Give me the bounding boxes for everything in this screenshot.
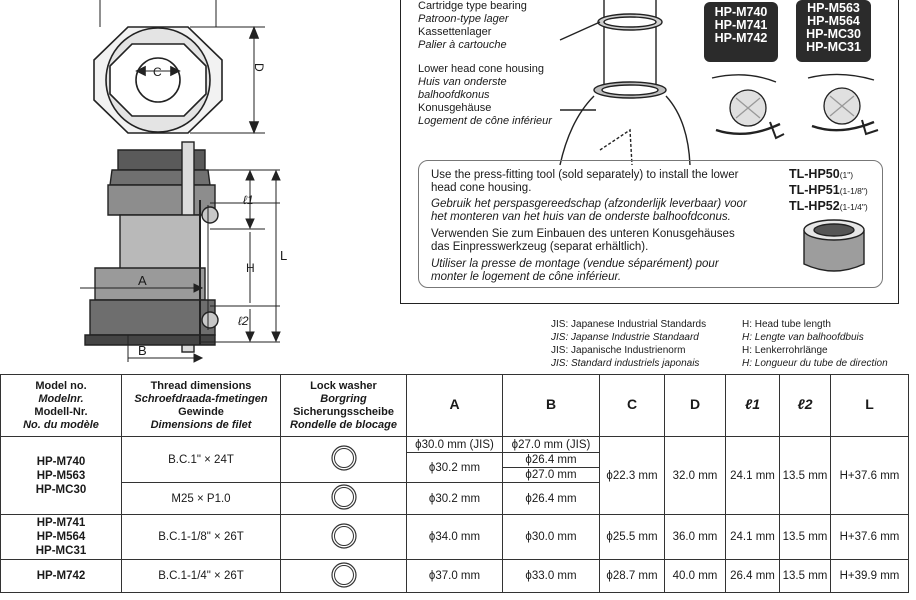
- lock-washer-icon: [330, 522, 358, 550]
- press-fit-line-1: Use the press-fitting tool (sold separately) to install the lower: [431, 169, 739, 181]
- header-line: Modelnr.: [38, 392, 84, 405]
- dim-l-label: L: [280, 248, 288, 263]
- model-name: HP-M563: [36, 469, 86, 482]
- model-name: HP-M740: [36, 455, 86, 468]
- cell-d-g1: 32.0 mm: [665, 437, 726, 515]
- press-tool-ring-icon: [800, 218, 870, 280]
- table-row: [1, 437, 909, 453]
- cell-washer-g3: [281, 560, 407, 593]
- housing-label-en: Lower head cone housing: [418, 63, 544, 75]
- pill-model: HP-M563: [807, 1, 860, 15]
- jis-legend-de: JIS: Japanische Industrienorm: [551, 345, 686, 356]
- model-name: HP-M564: [36, 531, 86, 543]
- cell-a-jis: ϕ30.0 mm (JIS): [407, 437, 503, 453]
- header-line: Thread dimensions: [150, 379, 252, 392]
- tool-size: (1"): [839, 170, 854, 180]
- cell-washer-g2: [281, 515, 407, 560]
- cell-l2-g3: 13.5 mm: [780, 560, 831, 593]
- header-l2: [780, 375, 831, 437]
- cell-l-g3: H+39.9 mm: [831, 560, 909, 593]
- dim-b-label: B: [138, 343, 147, 358]
- header-label: C: [626, 396, 638, 412]
- cell-d-g3: 40.0 mm: [665, 560, 726, 593]
- cell-l1-g2: 24.1 mm: [726, 515, 780, 560]
- dim-l1-label: ℓ1: [243, 193, 254, 207]
- cell-l-g1: H+37.6 mm: [831, 437, 909, 515]
- housing-label-nl-2: balhoofdkonus: [418, 89, 490, 101]
- h-legend-de: H: Lenkerrohrlänge: [742, 345, 828, 356]
- bearing-section-1: [706, 70, 786, 150]
- cell-c-g2: ϕ25.5 mm: [600, 515, 665, 560]
- header-label: D: [689, 396, 701, 412]
- pill-model: HP-M740: [714, 5, 768, 19]
- dim-d-label: D: [252, 63, 266, 72]
- header-washer: [281, 375, 407, 437]
- press-fit-line-5: Verwenden Sie zum Einbauen des unteren Konusgehäuses: [431, 228, 735, 240]
- header-d: [665, 375, 726, 437]
- press-fit-line-6: das Einpresswerkzeug (separat erhältlich).: [431, 241, 649, 253]
- housing-label-nl-1: Huis van onderste: [418, 76, 507, 88]
- cell-d-g2: 36.0 mm: [665, 515, 726, 560]
- h-legend-en: H: Head tube length: [742, 319, 831, 330]
- cell-c-g3: ϕ28.7 mm: [600, 560, 665, 593]
- pill-model: HP-M742: [714, 31, 768, 45]
- lock-washer-icon: [330, 483, 358, 511]
- cell-a-g3: ϕ37.0 mm: [407, 560, 503, 593]
- cell-a-g2: ϕ34.0 mm: [407, 515, 503, 560]
- cell-thread-g1a: B.C.1" × 24T: [122, 437, 281, 483]
- cell-b-g1a2: ϕ27.0 mm: [503, 468, 600, 483]
- header-line: Rondelle de blocage: [290, 418, 397, 431]
- tool-size: (1-1/4"): [839, 202, 868, 212]
- lower-housing-labels: [418, 63, 552, 128]
- header-label: ℓ2: [797, 396, 813, 412]
- header-l: [831, 375, 909, 437]
- table-row: [1, 560, 909, 593]
- table-row: [1, 515, 909, 560]
- dim-c-label: C: [153, 65, 162, 79]
- cell-b-g2: ϕ30.0 mm: [503, 515, 600, 560]
- header-line: Model no.: [35, 379, 87, 392]
- header-c: [600, 375, 665, 437]
- model-group-1-pill: [704, 2, 778, 62]
- tool-name: TL-HP52: [789, 199, 840, 213]
- cell-models-g2: [1, 515, 122, 560]
- header-line: Borgring: [320, 392, 367, 405]
- cell-thread-g1b: M25 × P1.0: [122, 483, 281, 515]
- cell-l-g2: H+37.6 mm: [831, 515, 909, 560]
- header-line: Schroefdraada-fmetingen: [134, 392, 268, 405]
- cartridge-label-en: Cartridge type bearing: [418, 0, 527, 12]
- press-fit-line-3: Gebruik het perspasgereedschap (afzonderlijk leverbaar) voor: [431, 198, 747, 210]
- header-line: Gewinde: [178, 405, 224, 418]
- pill-model: HP-M741: [714, 18, 768, 32]
- headset-diagram: [0, 0, 300, 370]
- housing-label-de: Konusgehäuse: [418, 102, 492, 114]
- cell-a-g1a: ϕ30.2 mm: [407, 453, 503, 483]
- cell-models-g1: [1, 437, 122, 515]
- tool-hp50: [789, 167, 853, 182]
- tool-name: TL-HP50: [789, 167, 840, 181]
- bearing-section-2: [804, 70, 884, 150]
- dim-a-label: A: [138, 273, 147, 288]
- pill-model: HP-M564: [807, 14, 860, 28]
- header-model: [1, 375, 122, 437]
- cell-l2-g2: 13.5 mm: [780, 515, 831, 560]
- cell-l1-g1: 24.1 mm: [726, 437, 780, 515]
- header-line: Modell-Nr.: [34, 405, 88, 418]
- model-name: HP-MC30: [35, 483, 87, 496]
- nut-top-view: [94, 0, 265, 133]
- dim-l2-label: ℓ2: [238, 314, 249, 328]
- tool-size: (1-1/8"): [839, 186, 868, 196]
- header-line: Lock washer: [310, 379, 377, 392]
- pill-model: HP-MC30: [806, 27, 861, 41]
- spec-table: [0, 374, 909, 593]
- cell-thread-g3: B.C.1-1/4" × 26T: [122, 560, 281, 593]
- jis-legend-fr: JIS: Standard industriels japonais: [551, 358, 700, 369]
- model-name: HP-M741: [36, 517, 86, 529]
- header-label: L: [865, 396, 874, 412]
- tool-hp52: [789, 199, 868, 214]
- jis-legend-en: JIS: Japanese Industrial Standards: [551, 319, 707, 330]
- header-label: B: [545, 396, 557, 412]
- header-line: Dimensions de filet: [150, 418, 252, 431]
- cell-washer-g1a: [281, 437, 407, 483]
- press-fit-line-4: het monteren van het huis van de onderste balhoofdconus.: [431, 211, 731, 223]
- header-thread: [122, 375, 281, 437]
- jis-legend-nl: JIS: Japanse Industrie Standaard: [551, 332, 699, 343]
- lock-washer-icon: [330, 561, 358, 589]
- header-label: A: [449, 396, 460, 412]
- cell-washer-g1b: [281, 483, 407, 515]
- pill-model: HP-MC31: [806, 40, 861, 54]
- h-legend-fr: H: Longueur du tube de direction: [742, 358, 888, 369]
- header-a: [407, 375, 503, 437]
- table-header-row: [1, 375, 909, 437]
- cell-l2-g1: 13.5 mm: [780, 437, 831, 515]
- cell-models-g3: [1, 560, 122, 593]
- cell-b-g1a1: ϕ26.4 mm: [503, 453, 600, 468]
- model-name: HP-M742: [36, 570, 86, 582]
- header-b: [503, 375, 600, 437]
- tool-hp51: [789, 183, 868, 198]
- cartridge-label-de: Kassettenlager: [418, 26, 492, 38]
- cell-thread-g2: B.C.1-1/8" × 26T: [122, 515, 281, 560]
- h-legend: [742, 318, 888, 370]
- press-fit-line-7: Utiliser la presse de montage (vendue séparément) pour: [431, 258, 719, 270]
- housing-label-fr: Logement de cône inférieur: [418, 115, 552, 127]
- tool-name: TL-HP51: [789, 183, 840, 197]
- cartridge-label-fr: Palier à cartouche: [418, 39, 507, 51]
- cartridge-label-nl: Patroon-type lager: [418, 13, 509, 25]
- header-l1: [726, 375, 780, 437]
- cell-b-jis: ϕ27.0 mm (JIS): [503, 437, 600, 453]
- header-label: ℓ1: [744, 396, 760, 412]
- cell-b-g1b: ϕ26.4 mm: [503, 483, 600, 515]
- press-fit-line-2: head cone housing.: [431, 182, 532, 194]
- cell-l1-g3: 26.4 mm: [726, 560, 780, 593]
- dim-h-label: H: [246, 261, 255, 275]
- lock-washer-icon: [330, 444, 358, 472]
- h-legend-nl: H: Lengte van balhoofdbuis: [742, 332, 864, 343]
- head-tube-sketch: [560, 0, 690, 170]
- jis-legend: [551, 318, 706, 370]
- header-line: Sicherungsscheibe: [293, 405, 394, 418]
- cartridge-labels: [418, 0, 527, 52]
- model-name: HP-MC31: [35, 545, 87, 557]
- cell-c-g1: ϕ22.3 mm: [600, 437, 665, 515]
- model-group-2-pill: [796, 0, 871, 62]
- header-line: No. du modèle: [23, 418, 99, 431]
- press-fit-line-8: monter le logement de cône inférieur.: [431, 271, 622, 283]
- cell-b-g3: ϕ33.0 mm: [503, 560, 600, 593]
- cell-a-g1b: ϕ30.2 mm: [407, 483, 503, 515]
